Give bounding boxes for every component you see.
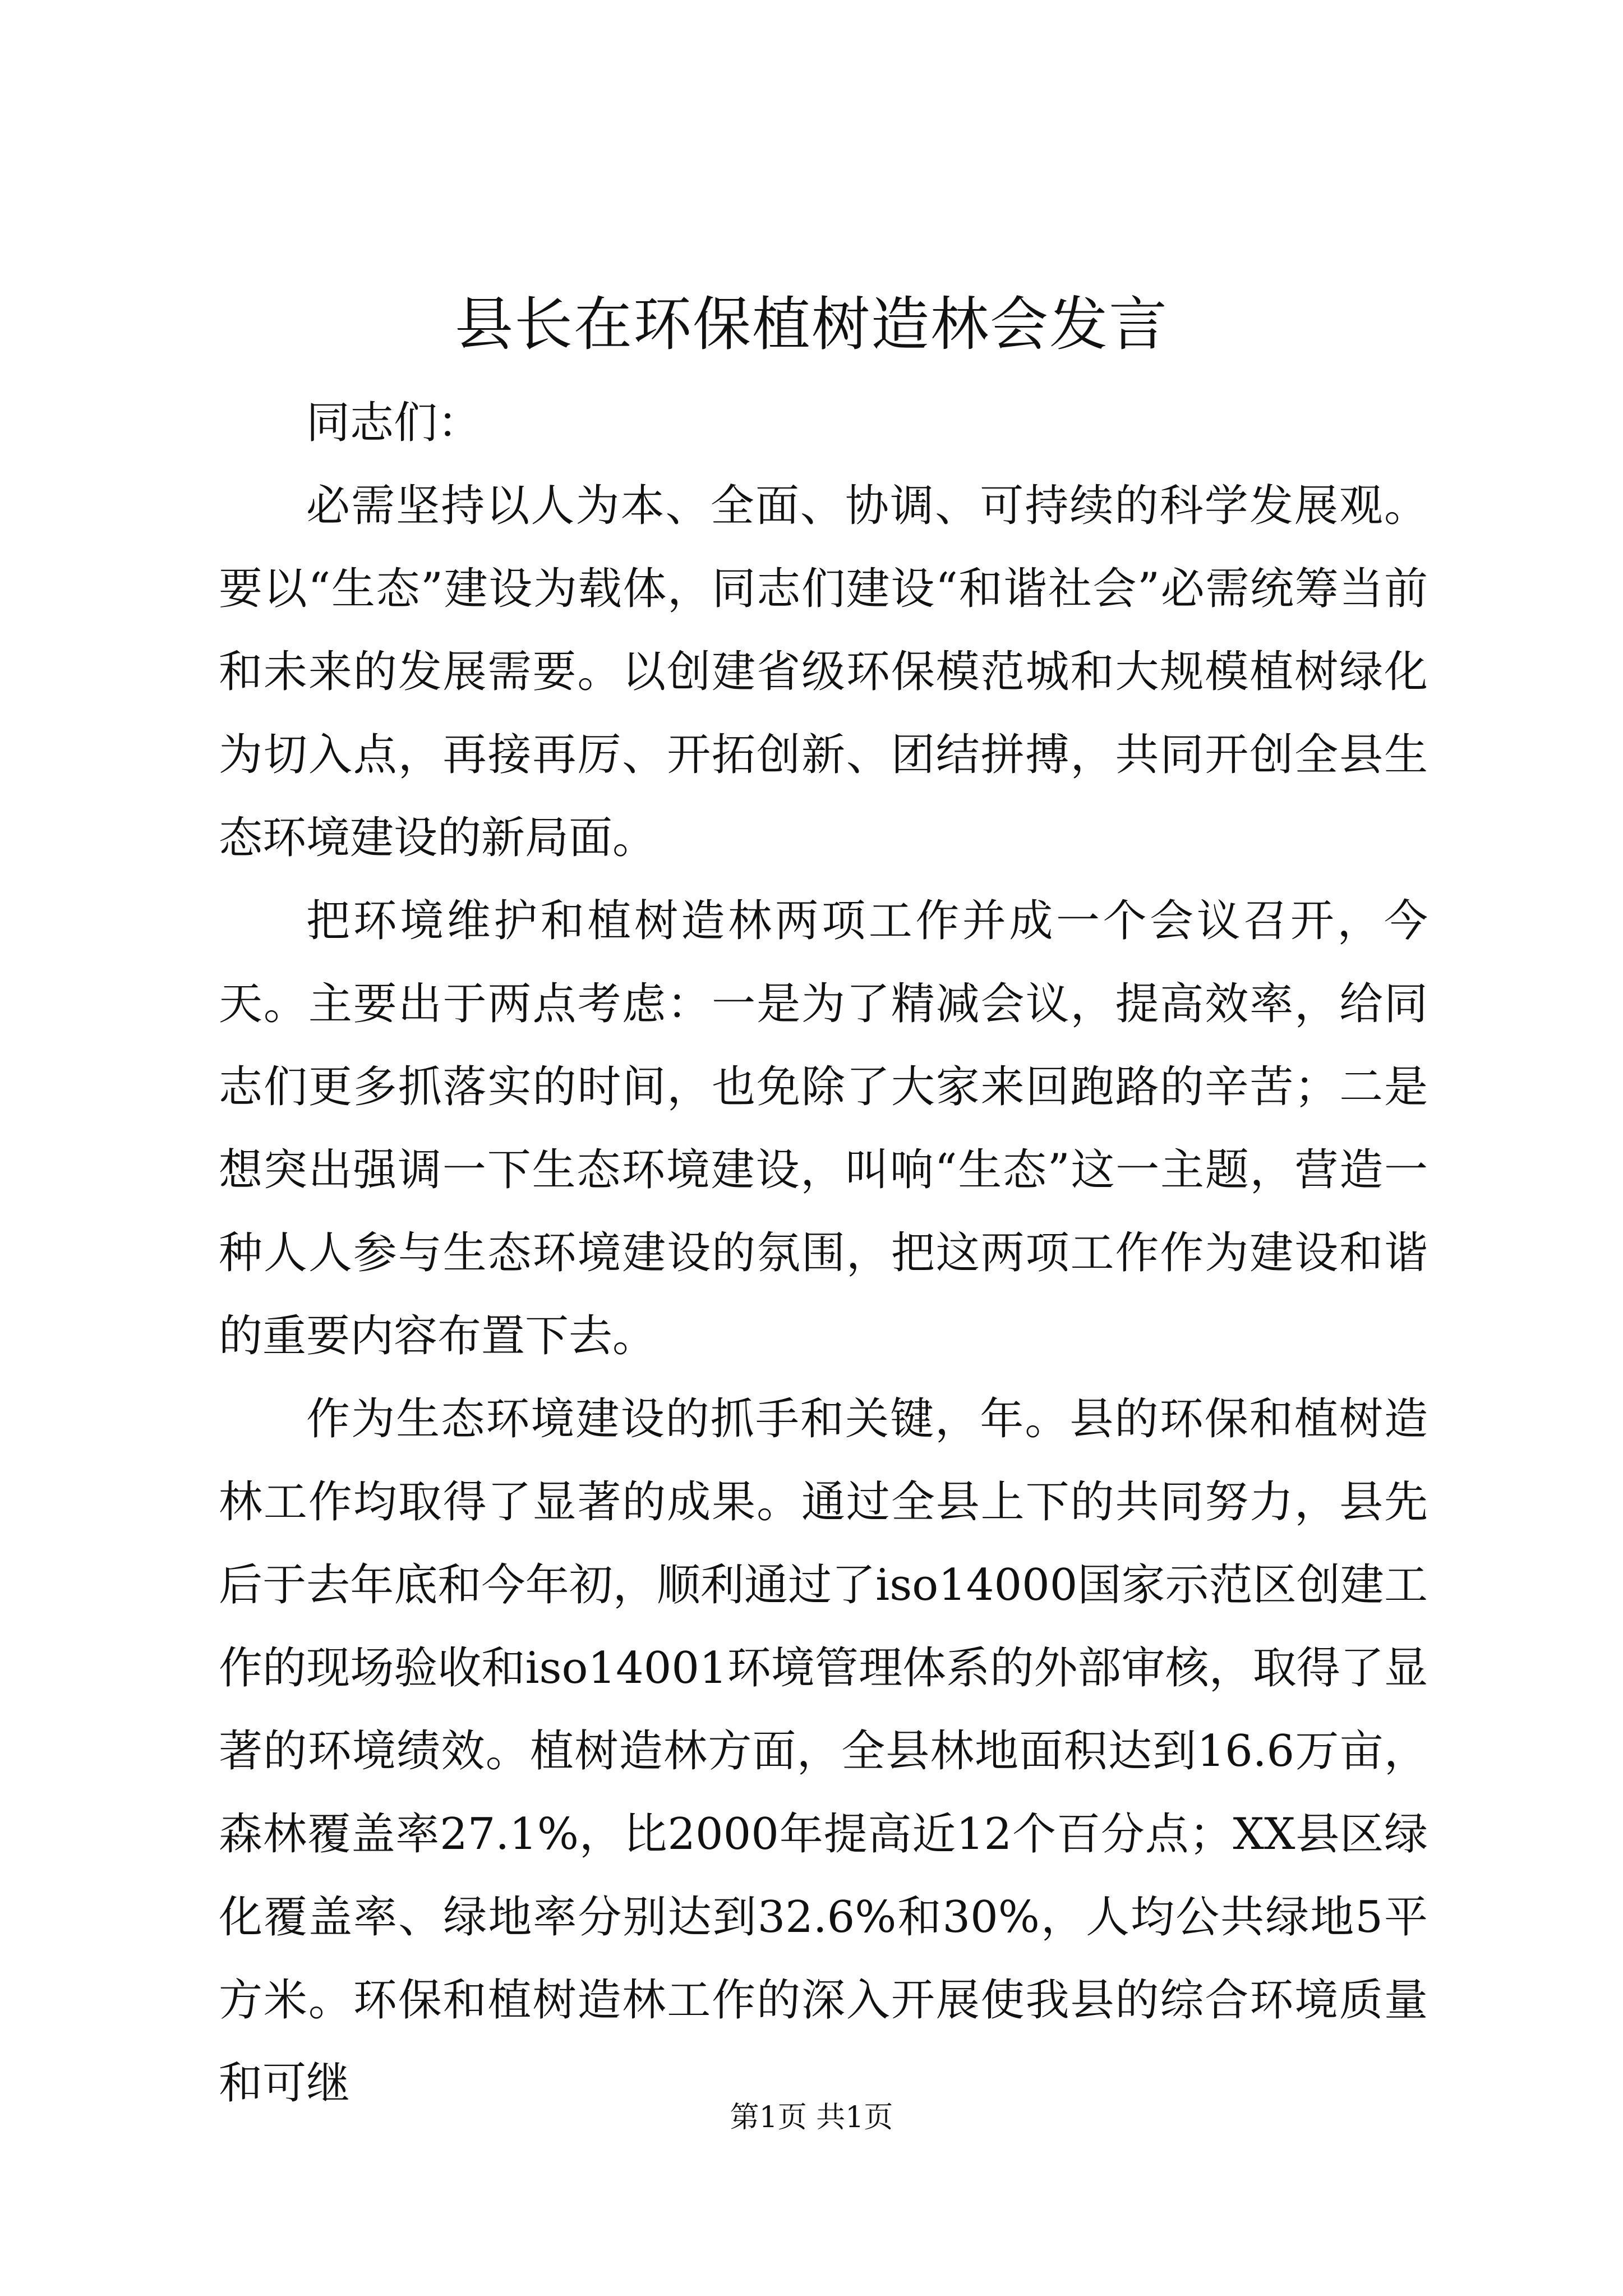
page-footer: 第1页 共1页 (730, 2101, 893, 2134)
greeting: 同志们： (306, 398, 482, 448)
document-title: 县长在环保植树造林会发言 (454, 290, 1168, 358)
paragraph-1: 必需坚持以人为本、全面、协调、可持续的科学发展观。要以“生态”建设为载体，同志们建设“和谐社会”必需统筹当前和未来的发展需要。以创建省级环保模范城和大规模植树绿化为切入点，再接再厉、开拓创新、团结拼搏，共同开创全县生态环境建设的新局面。 (219, 481, 1428, 863)
paragraph-2: 把环境维护和植树造林两项工作并成一个会议召开，今天。主要出于两点考虑：一是为了精减会议，提高效率，给同志们更多抓落实的时间，也免除了大家来回跑路的辛苦；二是想突出强调一下生态环境建设，叫响“生态”这一主题，营造一种人人参与生态环境建设的氛围，把这两项工作作为建设和谐的重要内容布置下去。 (219, 896, 1428, 1361)
paragraph-3: 作为生态环境建设的抓手和关键，年。县的环保和植树造林工作均取得了显著的成果。通过全县上下的共同努力，县先后于去年底和今年初，顺利通过了iso14000国家示范区创建工作的现场验收和iso14001环境管理体系的外部审核，取得了显著的环境绩效。植树造林方面，全县林地面积达到16.6万亩，森林覆盖率27.1%，比2000年提高近12个百分点；XX县区绿化覆盖率、绿地率分别达到32.6%和30%，人均公共绿地5平方米。环保和植树造林工作的深入开展使我县的综合环境质量和可继 (219, 1394, 1428, 2109)
document-body (219, 381, 1428, 2125)
